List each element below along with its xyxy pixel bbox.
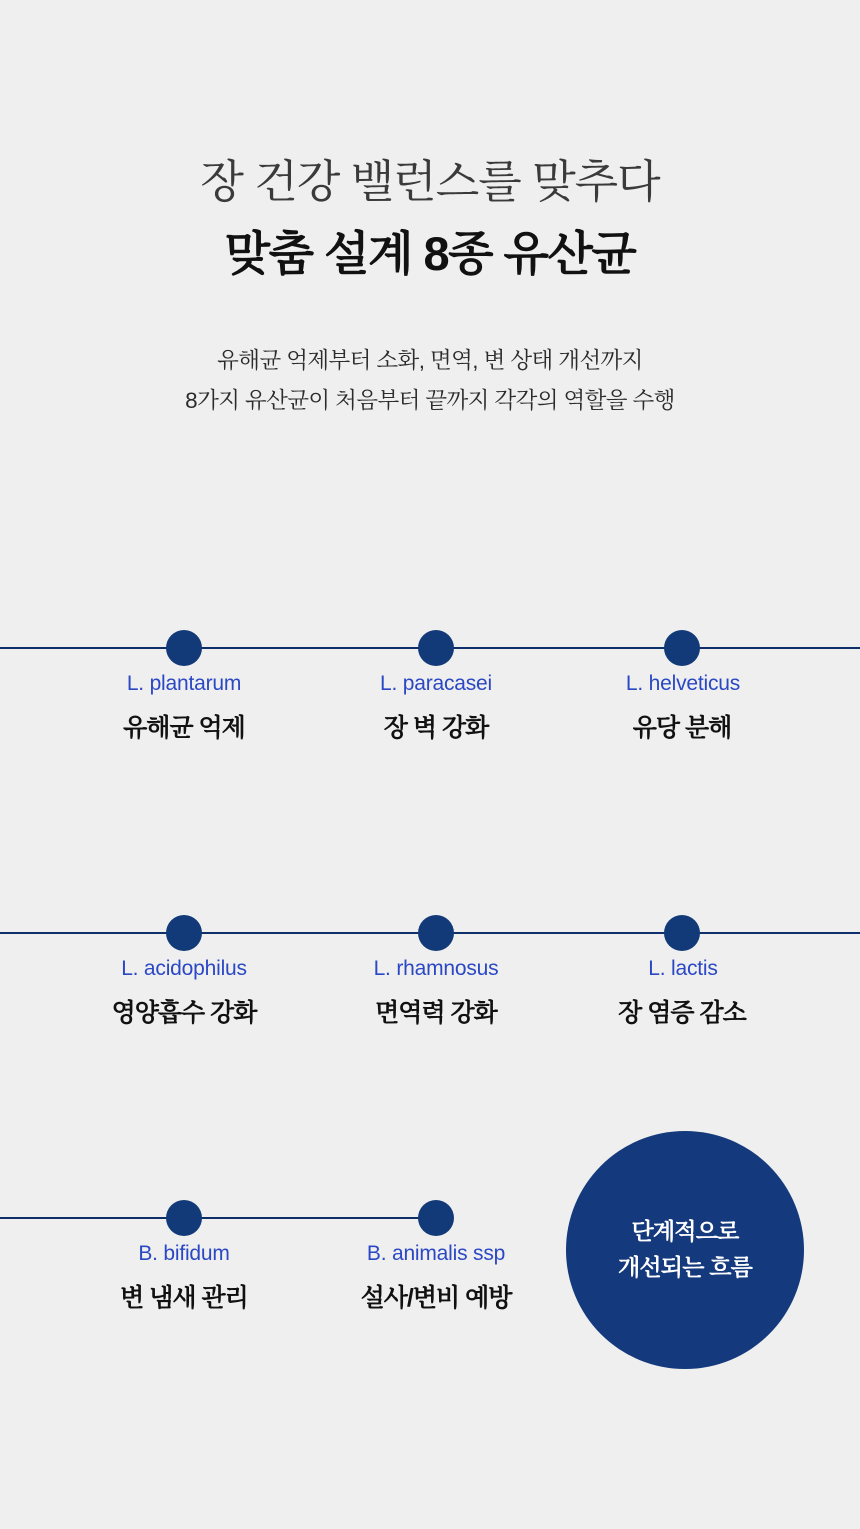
subcopy-line-1: 유해균 억제부터 소화, 면역, 변 상태 개선까지 <box>217 347 643 373</box>
timeline-item <box>532 957 832 1029</box>
timeline-node <box>166 630 202 666</box>
timeline-node <box>166 1200 202 1236</box>
timeline-node <box>418 1200 454 1236</box>
strain-name: L. rhamnosus <box>373 957 499 980</box>
badge-line-1: 단계적으로 <box>631 1218 739 1245</box>
timeline-item <box>532 672 832 744</box>
summary-badge <box>566 1131 804 1369</box>
headline-bold: 맞춤 설계 8종 유산균 <box>224 227 636 280</box>
benefit-label: 면역력 강화 <box>375 999 497 1027</box>
subcopy-line-2: 8가지 유산균이 처음부터 끝까지 각각의 역할을 수행 <box>185 388 675 414</box>
timeline-node <box>418 915 454 951</box>
benefit-label: 유해균 억제 <box>123 714 245 742</box>
strain-name: L. helveticus <box>625 672 741 695</box>
timeline-node <box>418 630 454 666</box>
timeline-row <box>0 600 860 885</box>
strain-name: L. plantarum <box>126 672 242 695</box>
timeline-node <box>166 915 202 951</box>
strain-name: B. bifidum <box>138 1242 230 1265</box>
timeline-node <box>664 915 700 951</box>
strain-name: L. paracasei <box>379 672 492 695</box>
benefit-label: 유당 분해 <box>632 714 732 742</box>
benefit-label: 설사/변비 예방 <box>360 1284 512 1312</box>
timeline-row <box>0 885 860 1170</box>
headline-light: 장 건강 밸런스를 맞추다 <box>200 156 660 207</box>
benefit-label: 장 벽 강화 <box>383 714 489 742</box>
header <box>0 0 860 421</box>
subcopy <box>0 342 860 421</box>
timeline-line <box>0 1217 436 1219</box>
benefit-label: 변 냄새 관리 <box>120 1284 248 1312</box>
benefit-label: 영양흡수 강화 <box>111 999 257 1027</box>
timeline-item <box>286 1242 586 1314</box>
badge-line-2: 개선되는 흐름 <box>617 1254 753 1280</box>
timeline-node <box>664 630 700 666</box>
strain-name: B. animalis ssp <box>366 1242 506 1265</box>
strain-name: L. acidophilus <box>121 957 247 980</box>
strain-name: L. lactis <box>648 957 718 980</box>
benefit-label: 장 염증 감소 <box>618 999 746 1027</box>
